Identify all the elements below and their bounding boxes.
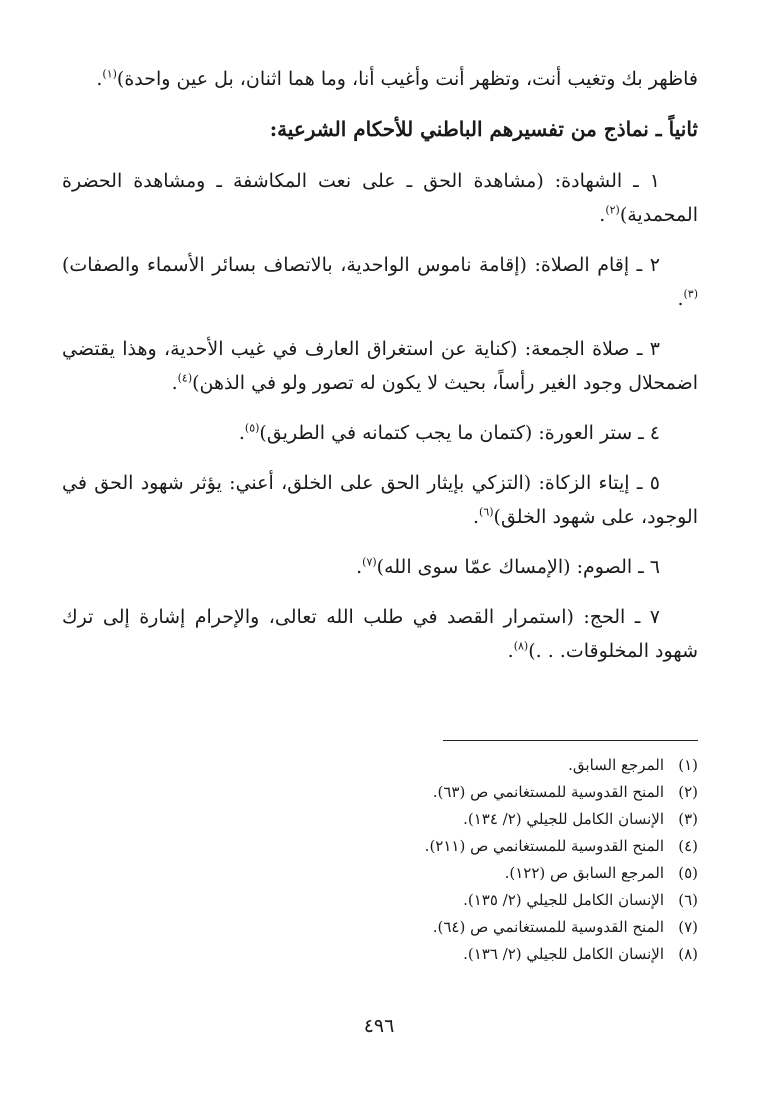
footnote-number: (٣) [678, 810, 698, 828]
list-item: ١ ـ الشهادة: (مشاهدة الحق ـ على نعت المكاشفة ـ ومشاهدة الحضرة المحمدية)$^{(٢)}$. [62, 170, 698, 226]
footnote-item [198, 752, 698, 779]
footnote-ref: (١) [102, 67, 117, 81]
footnote-item [198, 887, 698, 914]
footnote-item [198, 914, 698, 941]
footnote-ref: (٧) [362, 555, 377, 569]
footnote-ref: (٣) [683, 287, 698, 301]
footnote-number: (٥) [678, 864, 698, 882]
intro-paragraph: فاظهر بك وتغيب أنت، وتظهر أنت وأغيب أنا، وما هما اثنان، بل عين واحدة)$^{(١)}$. [96, 67, 698, 90]
footnote-item [198, 833, 698, 860]
footnote-number: (١) [678, 756, 698, 774]
footnote-item [198, 941, 698, 968]
footnote-text: الإنسان الكامل للجيلي (٢/ ١٣٥). [463, 891, 664, 909]
footnote-item [198, 860, 698, 887]
footnote-ref: (٦) [479, 505, 494, 519]
footnote-number: (٢) [678, 783, 698, 801]
footnote-number: (٨) [678, 945, 698, 963]
footnote-number: (٦) [678, 891, 698, 909]
list-item: ٤ ـ ستر العورة: (كتمان ما يجب كتمانه في الطريق)$^{(٥)}$. [238, 421, 660, 444]
footnote-ref: (٨) [513, 639, 529, 653]
footnote-text: الإنسان الكامل للجيلي (٢/ ١٣٦). [463, 945, 664, 963]
footnotes-list [198, 752, 698, 968]
list-item: ٢ ـ إقام الصلاة: (إقامة ناموس الواحدية، بالاتصاف بسائر الأسماء والصفات)$^{(٣)}$. [62, 254, 698, 310]
list-item: ٥ ـ إيتاء الزكاة: (التزكي بإيثار الحق على الخلق، أعني: يؤثر شهود الحق في الوجود، على شهود الخلق)$^{(٦)}$. [62, 472, 698, 528]
footnote-ref: (٥) [244, 421, 260, 435]
footnote-text: الإنسان الكامل للجيلي (٢/ ١٣٤). [463, 810, 664, 828]
footnote-ref: (٤) [177, 371, 193, 385]
footnote-text: المرجع السابق ص (١٢٢). [504, 864, 664, 882]
footnote-item [198, 806, 698, 833]
footnote-number: (٧) [678, 918, 698, 936]
footnote-item [198, 779, 698, 806]
main-text [62, 62, 698, 684]
footnote-text: المنح القدوسية للمستغانمي ص (٢١١). [424, 837, 664, 855]
footnote-divider [443, 740, 698, 741]
footnote-text: المرجع السابق. [568, 756, 664, 774]
footnote-number: (٤) [678, 837, 698, 855]
list-item: ٣ ـ صلاة الجمعة: (كناية عن استغراق العارف في غيب الأحدية، وهذا يقتضي اضمحلال وجود الغير رأساً، بحيث لا يكون له تصور ولو في الذهن)$^{(٤)}$. [62, 338, 698, 394]
list-item: ٦ ـ الصوم: (الإمساك عمّا سوى الله)$^{(٧)}$. [356, 555, 660, 578]
footnote-text: المنح القدوسية للمستغانمي ص (٦٤). [432, 918, 664, 936]
list-item: ٧ ـ الحج: (استمرار القصد في طلب الله تعالى، والإحرام إشارة إلى ترك شهود المخلوقات. . .)$^{(٨)}$. [62, 606, 698, 662]
footnote-text: المنح القدوسية للمستغانمي ص (٦٣). [432, 783, 664, 801]
footnote-ref: (٢) [605, 203, 620, 217]
page-number: ٤٩٦ [363, 1015, 395, 1037]
section-heading: ثانياً ـ نماذج من تفسيرهم الباطني للأحكام الشرعية: [269, 117, 698, 141]
